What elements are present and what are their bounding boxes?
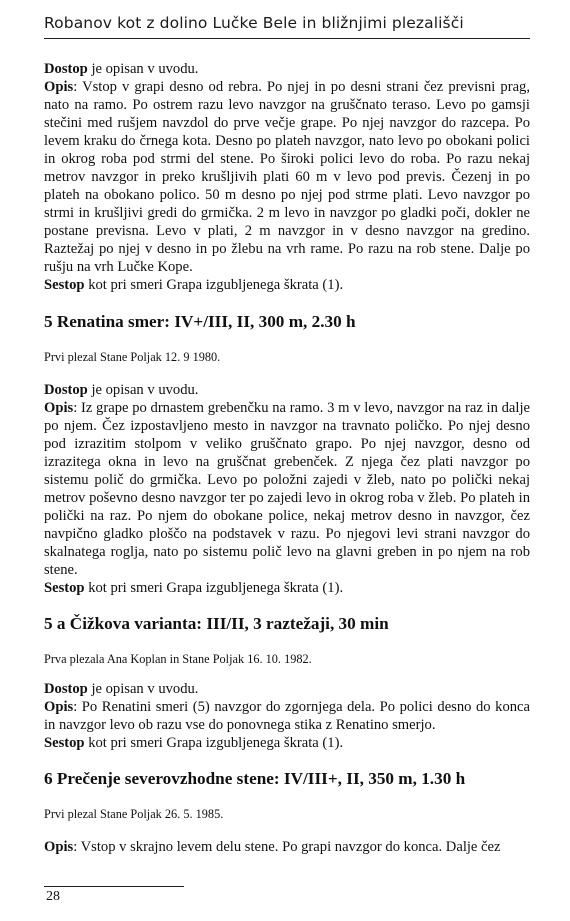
sestop-paragraph (44, 276, 530, 294)
dostop-paragraph (44, 381, 530, 399)
opis-paragraph (44, 399, 530, 579)
dostop-paragraph (44, 60, 530, 78)
sestop-text: kot pri smeri Grapa izgubljenega škrata (1). (84, 580, 344, 596)
dostop-text: je opisan v uvodu. (87, 681, 199, 697)
sestop-label: Sestop (44, 580, 85, 596)
dostop-label: Dostop (44, 61, 88, 77)
route-5a-first-ascent: Prva plezala Ana Koplan in Stane Poljak 16. 10. 1982. (44, 652, 312, 666)
sestop-paragraph (44, 579, 530, 597)
opis-paragraph (44, 78, 530, 276)
page-content (44, 60, 530, 856)
sestop-label: Sestop (44, 735, 85, 751)
route-number: 5 (44, 312, 57, 331)
route-5-title (44, 311, 530, 333)
route-number: 5 a (44, 614, 70, 633)
dostop-text: je opisan v uvodu. (87, 61, 199, 77)
route-6-title (44, 768, 530, 790)
sestop-label: Sestop (44, 277, 85, 293)
route-number: 6 (44, 769, 57, 788)
opis-label: Opis (44, 79, 74, 95)
route-grade: : III/II, 3 raztežaji, 30 min (196, 614, 389, 633)
route-grade: : IV+/III, II, 300 m, 2.30 h (164, 312, 356, 331)
dostop-label: Dostop (44, 382, 88, 398)
route-5-first-ascent: Prvi plezal Stane Poljak 12. 9 1980. (44, 350, 221, 364)
opis-text: : Iz grape po drnastem grebenčku na ramo. 3 m v levo, navzgor na raz in dalje po njem. Čez izpostavljeno mesto in navzgor na travnato poličko. Po njej desno pod izrazitim stolpom v veliko gruščnato grapo. Po njej navzgor, desno od izrazitega okna in levo na gruščnat grebenček. Z njega čez plati navzgor po sistemu polič do grmička. Levo po položni zajedi v žleb, nato po polički nekaj metrov poševno desno navzgor ter po zajedi levo in okrog roba v žleb. Po plateh in polički na raz. Po njem do obokane police, nekaj metrov desno in navzgor, čez navpično gladko ploščo na podstavek v razu. Po njegovi levi strani navzgor do skalnatega roglja, nato po sistemu polič levo na glavni greben in po njem na rob stene. (44, 400, 530, 578)
running-header-title: Robanov kot z dolino Lučke Bele in bližnjimi plezališči (44, 14, 464, 32)
opis-label: Opis (44, 699, 74, 715)
opis-text: : Vstop v grapi desno od rebra. Po njej in po desni strani čez previsni prag, nato na ramo. Po ostrem razu levo navzgor na gruščnato teraso. Levo po gamsji stečini med rušjem navzdol do prve večje grape. Po njej navzgor do razcepa. Po levem kraku do črnega kota. Desno po plateh navzgor, nato levo po obokani polici in okrog roba pod strmi del stene. Po široki polici levo do roba. Po razu nekaj metrov navzgor in preko krušljivih plati 60 m v levo pod previs. Čezenj in po plateh na obokano polico. 50 m desno po njej pod strme plati. Levo navzgor po strmi in krušljivi gredi do grmička. 2 m levo in navzgor po gladki poči, dokler ne postane previsna. Levo v plati, 2 m navzgor in v desno navzgor na gredino. Raztežaj po njej v desno in po žlebu na vrh rame. Po razu na rob stene. Dalje po rušju na vrh Lučke Kope. (44, 79, 530, 275)
page-number: 28 (46, 889, 60, 904)
opis-text: : Vstop v skrajno levem delu stene. Po grapi navzgor do konca. Dalje čez (73, 839, 501, 855)
dostop-text: je opisan v uvodu. (87, 382, 199, 398)
opis-paragraph (44, 698, 530, 734)
running-header (44, 14, 530, 39)
opis-label: Opis (44, 400, 74, 416)
opis-label: Opis (44, 839, 74, 855)
dostop-paragraph (44, 680, 530, 698)
route-grade: : IV/III+, II, 350 m, 1.30 h (273, 769, 466, 788)
route-name: Čižkova varianta (69, 614, 197, 633)
sestop-text: kot pri smeri Grapa izgubljenega škrata (1). (84, 735, 344, 751)
route-name: Renatina smer (56, 312, 165, 331)
sestop-paragraph (44, 734, 530, 752)
opis-text: : Po Renatini smeri (5) navzgor do zgornjega dela. Po polici desno do konca in navzgor levo ob razu vse do ponovnega stika z Renatino smerjo. (44, 699, 530, 733)
route-6-first-ascent: Prvi plezal Stane Poljak 26. 5. 1985. (44, 807, 224, 821)
opis-paragraph (44, 838, 530, 856)
route-5a-title (44, 613, 530, 635)
route-name: Prečenje severovzhodne stene (56, 769, 274, 788)
dostop-label: Dostop (44, 681, 88, 697)
footer-rule (44, 886, 184, 887)
sestop-text: kot pri smeri Grapa izgubljenega škrata (1). (84, 277, 344, 293)
